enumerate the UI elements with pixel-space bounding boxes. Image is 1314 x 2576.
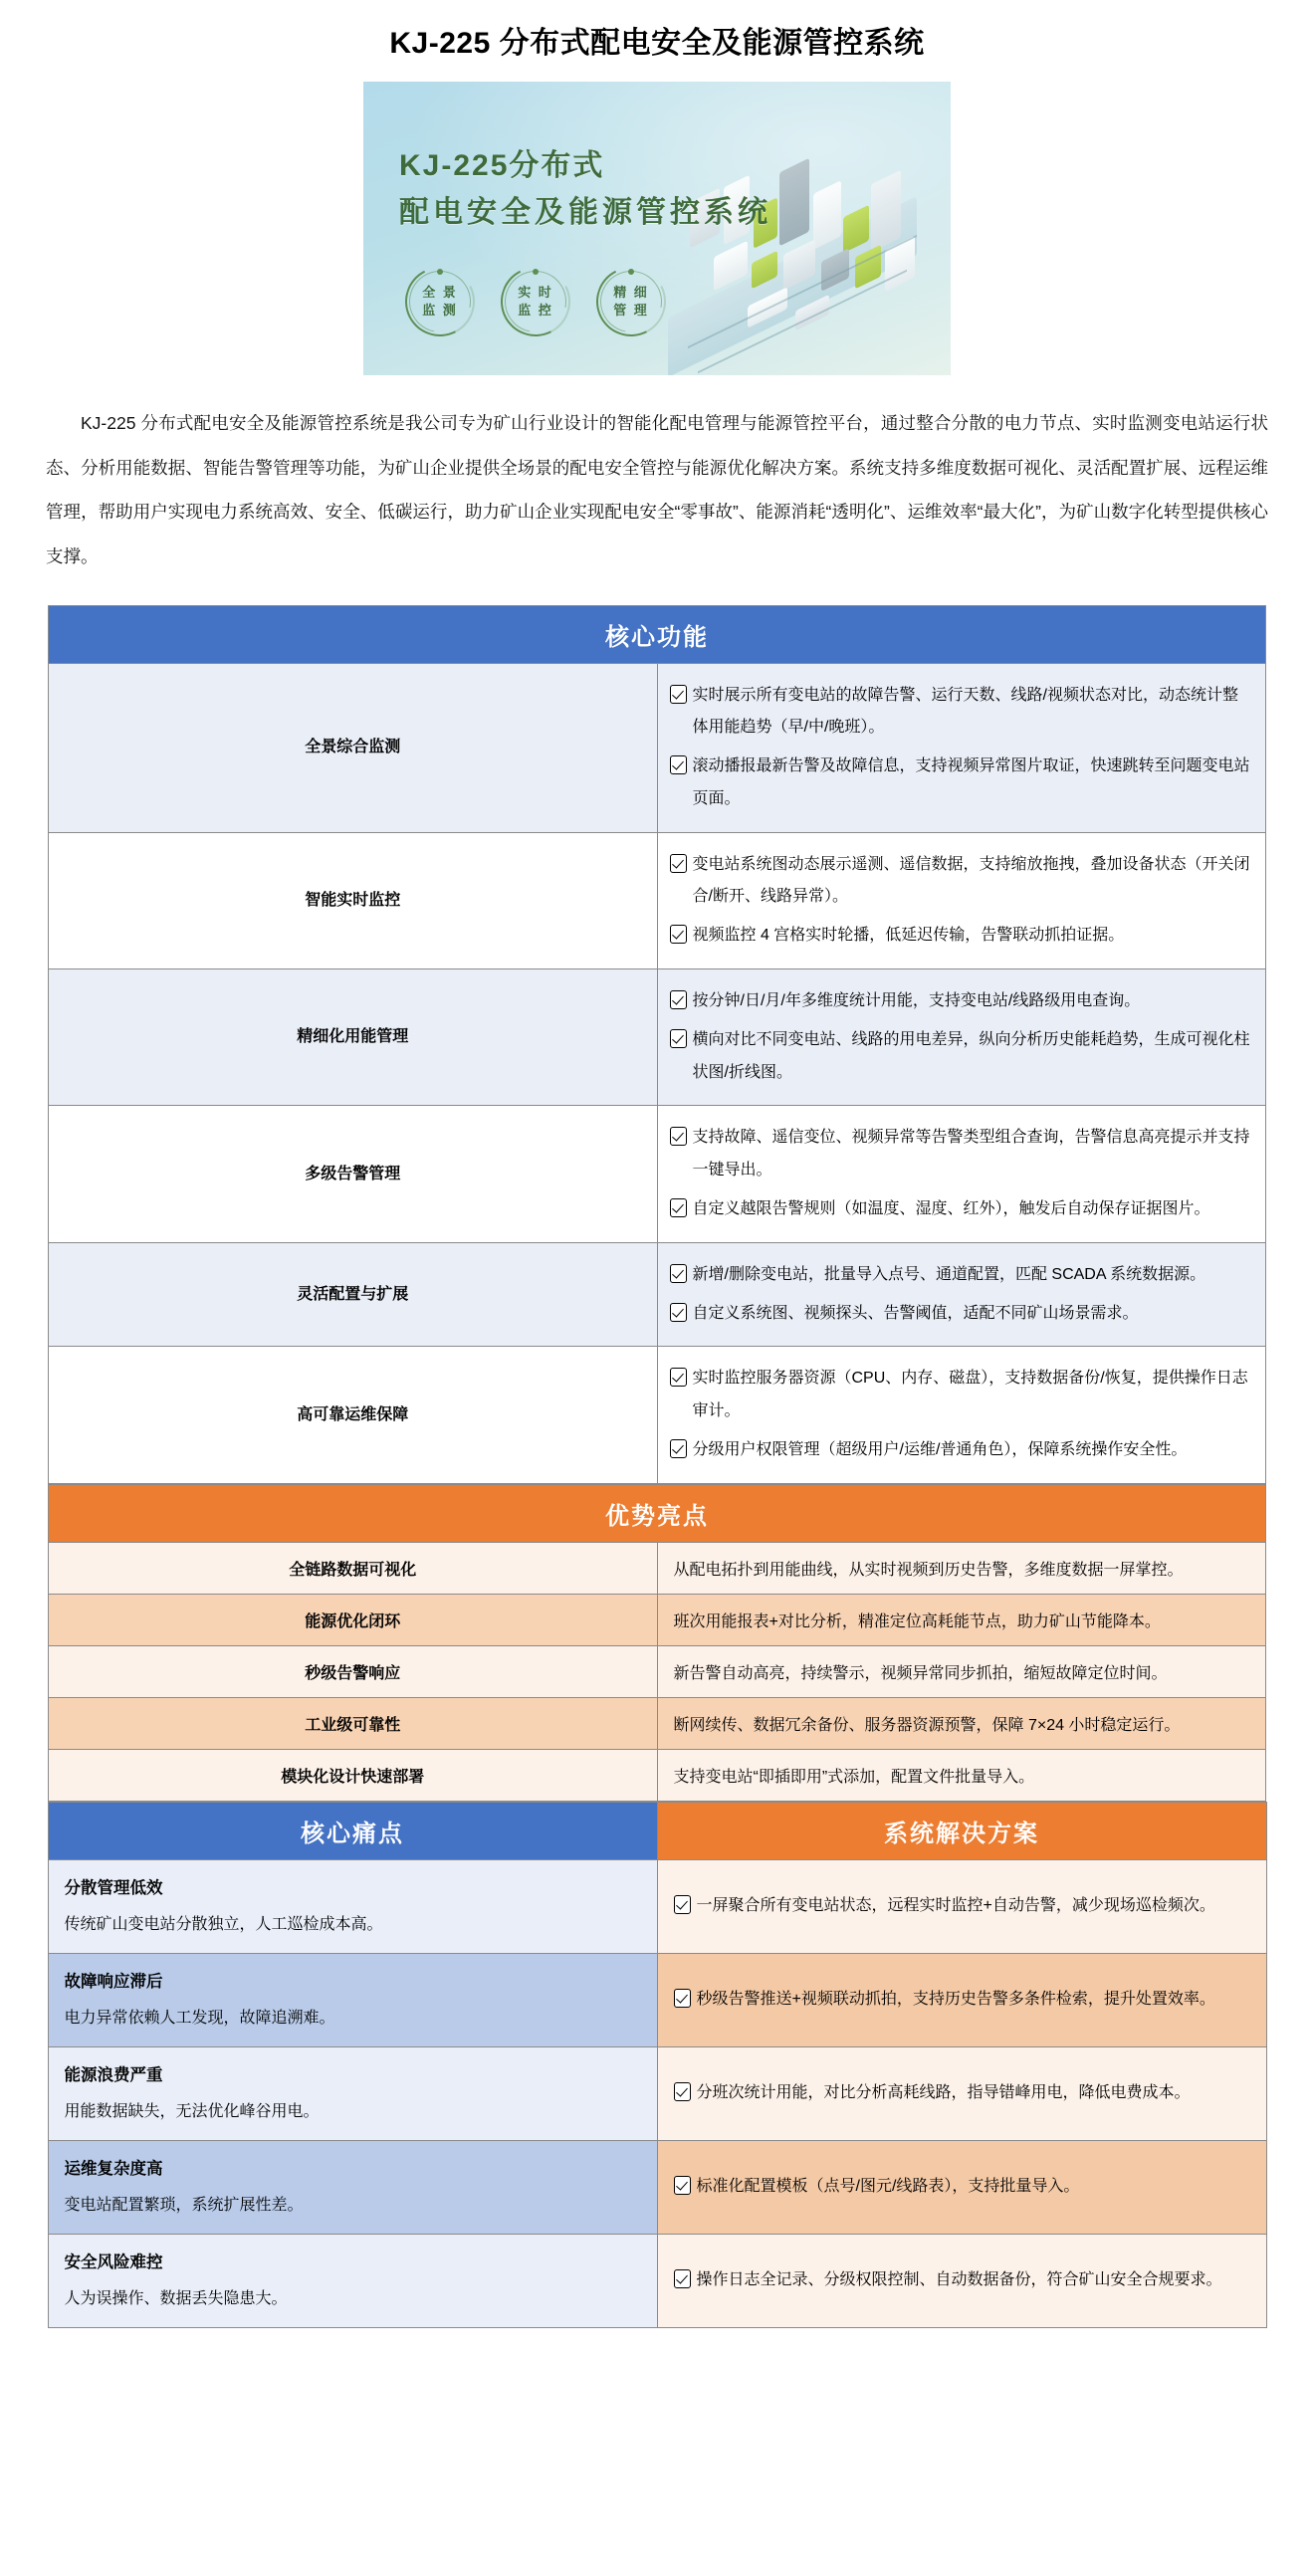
pain-point-desc: 传统矿山变电站分散独立，人工巡检成本高。 bbox=[64, 1915, 383, 1933]
list-item-text: 实时监控服务器资源（CPU、内存、磁盘），支持数据备份/恢复，提供操作日志审计。 bbox=[692, 1370, 1248, 1420]
advantage-name: 模块化设计快速部署 bbox=[49, 1749, 658, 1801]
list-item bbox=[670, 920, 1252, 953]
solution-cell bbox=[657, 1859, 1266, 1953]
pain-point-desc: 人为误操作、数据丢失隐患大。 bbox=[64, 2289, 288, 2307]
table-row bbox=[48, 2140, 1266, 2234]
core-function-items bbox=[657, 1347, 1266, 1483]
pain-solution-header-row bbox=[48, 1802, 1266, 1859]
pain-point-cell bbox=[48, 1953, 657, 2046]
list-item bbox=[670, 1122, 1252, 1187]
solution-text: 一屏聚合所有变电站状态，远程实时监控+自动告警，减少现场巡检频次。 bbox=[696, 1897, 1215, 1915]
hero-banner-wrapper bbox=[0, 82, 1314, 375]
core-function-name: 智能实时监控 bbox=[49, 832, 658, 968]
advantages-header: 优势亮点 bbox=[49, 1484, 1266, 1542]
core-functions-table bbox=[48, 605, 1266, 1484]
checkbox-checked-icon bbox=[674, 2082, 691, 2101]
table-row bbox=[48, 2234, 1266, 2327]
table-row bbox=[49, 1594, 1266, 1645]
badge-label-line1: 实 时 bbox=[518, 285, 553, 301]
advantage-name: 全链路数据可视化 bbox=[49, 1542, 658, 1594]
solution-text: 标准化配置模板（点号/图元/线路表），支持批量导入。 bbox=[696, 2178, 1080, 2196]
pain-point-cell bbox=[48, 1859, 657, 1953]
list-item-text: 支持故障、遥信变位、视频异常等告警类型组合查询，告警信息高亮提示并支持一键导出。 bbox=[692, 1129, 1250, 1180]
list-item bbox=[674, 2264, 1250, 2296]
core-function-name: 精细化用能管理 bbox=[49, 969, 658, 1106]
pain-solution-table bbox=[48, 1802, 1267, 2328]
checkbox-checked-icon bbox=[670, 990, 687, 1009]
page-title: KJ-225 分布式配电安全及能源管控系统 bbox=[389, 27, 925, 60]
badge-label-line1: 全 景 bbox=[422, 285, 458, 301]
pain-point-cell bbox=[48, 2140, 657, 2234]
table-row bbox=[49, 1542, 1266, 1594]
checkbox-checked-icon bbox=[674, 1895, 691, 1914]
advantage-desc: 断网续传、数据冗余备份、服务器资源预警，保障 7×24 小时稳定运行。 bbox=[657, 1697, 1266, 1749]
checkbox-checked-icon bbox=[670, 1264, 687, 1283]
list-item bbox=[674, 1890, 1250, 1922]
list-item-text: 自定义越限告警规则（如温度、湿度、红外），触发后自动保存证据图片。 bbox=[692, 1200, 1210, 1218]
checkbox-checked-icon bbox=[670, 755, 687, 774]
checkbox-checked-icon bbox=[670, 1029, 687, 1048]
list-item bbox=[670, 751, 1252, 816]
advantage-desc: 班次用能报表+对比分析，精准定位高耗能节点，助力矿山节能降本。 bbox=[657, 1594, 1266, 1645]
advantages-table bbox=[48, 1484, 1266, 1802]
advantage-name: 能源优化闭环 bbox=[49, 1594, 658, 1645]
table-row bbox=[48, 2046, 1266, 2140]
solution-text: 操作日志全记录、分级权限控制、自动数据备份，符合矿山安全合规要求。 bbox=[696, 2271, 1222, 2289]
checkbox-checked-icon bbox=[674, 1989, 691, 2008]
solution-cell bbox=[657, 2140, 1266, 2234]
advantage-desc: 新告警自动高亮，持续警示，视频异常同步抓拍，缩短故障定位时间。 bbox=[657, 1645, 1266, 1697]
list-item bbox=[670, 680, 1252, 746]
core-functions-header: 核心功能 bbox=[49, 605, 1266, 663]
list-item bbox=[670, 1434, 1252, 1467]
checkbox-checked-icon bbox=[670, 1127, 687, 1146]
badge-label-line2: 管 理 bbox=[613, 303, 649, 318]
core-function-name: 高可靠运维保障 bbox=[49, 1347, 658, 1483]
pain-point-title: 能源浪费严重 bbox=[64, 2065, 163, 2084]
pain-point-desc: 变电站配置繁琐，系统扩展性差。 bbox=[64, 2196, 304, 2214]
list-item bbox=[670, 985, 1252, 1018]
badge-label bbox=[613, 284, 649, 319]
checkbox-checked-icon bbox=[670, 854, 687, 873]
list-item-text: 视频监控 4 宫格实时轮播，低延迟传输，告警联动抓拍证据。 bbox=[692, 927, 1125, 945]
list-item bbox=[670, 1363, 1252, 1428]
list-item-text: 横向对比不同变电站、线路的用电差异，纵向分析历史能耗趋势，生成可视化柱状图/折线图。 bbox=[692, 1030, 1250, 1081]
advantage-desc: 支持变电站“即插即用”式添加，配置文件批量导入。 bbox=[657, 1749, 1266, 1801]
core-function-items bbox=[657, 663, 1266, 832]
pain-point-title: 安全风险难控 bbox=[64, 2253, 163, 2271]
table-row bbox=[49, 1242, 1266, 1347]
badge-dot-icon bbox=[533, 269, 539, 275]
badge-fine-management bbox=[596, 267, 666, 336]
pain-point-desc: 用能数据缺失，无法优化峰谷用电。 bbox=[64, 2102, 320, 2120]
list-item bbox=[670, 1298, 1252, 1331]
list-item bbox=[670, 849, 1252, 915]
badge-dot-icon bbox=[628, 269, 634, 275]
list-item bbox=[674, 2171, 1250, 2203]
hero-badges bbox=[405, 267, 666, 336]
pain-point-title: 运维复杂度高 bbox=[64, 2159, 163, 2178]
list-item bbox=[670, 1259, 1252, 1292]
advantage-desc: 从配电拓扑到用能曲线，从实时视频到历史告警，多维度数据一屏掌控。 bbox=[657, 1542, 1266, 1594]
checkbox-checked-icon bbox=[670, 685, 687, 704]
advantages-header-row bbox=[49, 1484, 1266, 1542]
pain-point-cell bbox=[48, 2234, 657, 2327]
checkbox-checked-icon bbox=[670, 1439, 687, 1458]
core-function-name: 多级告警管理 bbox=[49, 1106, 658, 1242]
list-item bbox=[674, 2077, 1250, 2109]
table-row bbox=[49, 832, 1266, 968]
pain-point-title: 故障响应滞后 bbox=[64, 1972, 163, 1991]
checkbox-checked-icon bbox=[670, 1368, 687, 1387]
list-item-text: 新增/删除变电站，批量导入点号、通道配置，匹配 SCADA 系统数据源。 bbox=[692, 1265, 1206, 1283]
badge-realtime-monitoring bbox=[501, 267, 570, 336]
core-function-name: 全景综合监测 bbox=[49, 663, 658, 832]
list-item-text: 变电站系统图动态展示遥测、遥信数据，支持缩放拖拽，叠加设备状态（开关闭合/断开、线路异常）。 bbox=[692, 855, 1250, 906]
table-row bbox=[49, 1697, 1266, 1749]
badge-label bbox=[518, 284, 553, 319]
core-function-items bbox=[657, 969, 1266, 1106]
checkbox-checked-icon bbox=[674, 2176, 691, 2195]
list-item-text: 滚动播报最新告警及故障信息，支持视频异常图片取证，快速跳转至问题变电站页面。 bbox=[692, 757, 1250, 807]
core-function-name: 灵活配置与扩展 bbox=[49, 1242, 658, 1347]
badge-label bbox=[422, 284, 458, 319]
table-row bbox=[49, 1749, 1266, 1801]
solutions-header: 系统解决方案 bbox=[657, 1802, 1266, 1859]
badge-dot-icon bbox=[437, 269, 443, 275]
pain-point-cell bbox=[48, 2046, 657, 2140]
core-function-items bbox=[657, 1242, 1266, 1347]
checkbox-checked-icon bbox=[670, 1303, 687, 1322]
intro-paragraph: KJ-225 分布式配电安全及能源管控系统是我公司专为矿山行业设计的智能化配电管理与能源管控平台，通过整合分散的电力节点、实时监测变电站运行状态、分析用能数据、智能告警管理等功能，为矿山企业提供全场景的配电安全管控与能源优化解决方案。系统支持多维度数据可视化、灵活配置扩展、远程运维管理，帮助用户实现电力系统高效、安全、低碳运行，助力矿山企业实现配电安全“零事故”、能源消耗“透明化”、运维效率“最大化”，为矿山数字化转型提供核心支撑。 bbox=[46, 413, 1268, 566]
solution-text: 秒级告警推送+视频联动抓拍，支持历史告警多条件检索，提升处置效率。 bbox=[696, 1991, 1215, 2009]
list-item bbox=[674, 1984, 1250, 2016]
list-item-text: 分级用户权限管理（超级用户/运维/普通角色），保障系统操作安全性。 bbox=[692, 1441, 1188, 1459]
hero-title-line1: KJ-225分布式 bbox=[399, 149, 605, 182]
table-row bbox=[48, 1953, 1266, 2046]
list-item-text: 按分钟/日/月/年多维度统计用能，支持变电站/线路级用电查询。 bbox=[692, 992, 1141, 1010]
list-item bbox=[670, 1024, 1252, 1090]
pain-point-title: 分散管理低效 bbox=[64, 1878, 163, 1897]
pain-point-desc: 电力异常依赖人工发现，故障追溯难。 bbox=[64, 2009, 335, 2027]
table-row bbox=[49, 1347, 1266, 1483]
table-row bbox=[49, 1645, 1266, 1697]
core-function-items bbox=[657, 1106, 1266, 1242]
page-bottom-spacer bbox=[0, 2328, 1314, 2384]
list-item-text: 实时展示所有变电站的故障告警、运行天数、线路/视频状态对比，动态统计整体用能趋势（早/中/晚班）。 bbox=[692, 686, 1238, 737]
pain-points-header: 核心痛点 bbox=[48, 1802, 657, 1859]
table-row bbox=[49, 663, 1266, 832]
core-functions-header-row bbox=[49, 605, 1266, 663]
list-item-text: 自定义系统图、视频探头、告警阈值，适配不同矿山场景需求。 bbox=[692, 1304, 1139, 1322]
hero-banner bbox=[363, 82, 951, 375]
hero-title bbox=[399, 143, 771, 236]
solution-cell bbox=[657, 2046, 1266, 2140]
advantage-name: 工业级可靠性 bbox=[49, 1697, 658, 1749]
table-row bbox=[49, 969, 1266, 1106]
badge-label-line1: 精 细 bbox=[613, 285, 649, 301]
solution-cell bbox=[657, 1953, 1266, 2046]
checkbox-checked-icon bbox=[670, 1198, 687, 1217]
badge-label-line2: 监 控 bbox=[518, 303, 553, 318]
badge-panoramic-monitoring bbox=[405, 267, 475, 336]
list-item bbox=[670, 1193, 1252, 1226]
table-row bbox=[49, 1106, 1266, 1242]
solution-text: 分班次统计用能，对比分析高耗线路，指导错峰用电，降低电费成本。 bbox=[696, 2084, 1191, 2102]
table-row bbox=[48, 1859, 1266, 1953]
advantage-name: 秒级告警响应 bbox=[49, 1645, 658, 1697]
badge-label-line2: 监 测 bbox=[422, 303, 458, 318]
solution-cell bbox=[657, 2234, 1266, 2327]
core-function-items bbox=[657, 832, 1266, 968]
checkbox-checked-icon bbox=[674, 2269, 691, 2288]
checkbox-checked-icon bbox=[670, 925, 687, 944]
hero-title-line2: 配电安全及能源管控系统 bbox=[399, 195, 771, 229]
